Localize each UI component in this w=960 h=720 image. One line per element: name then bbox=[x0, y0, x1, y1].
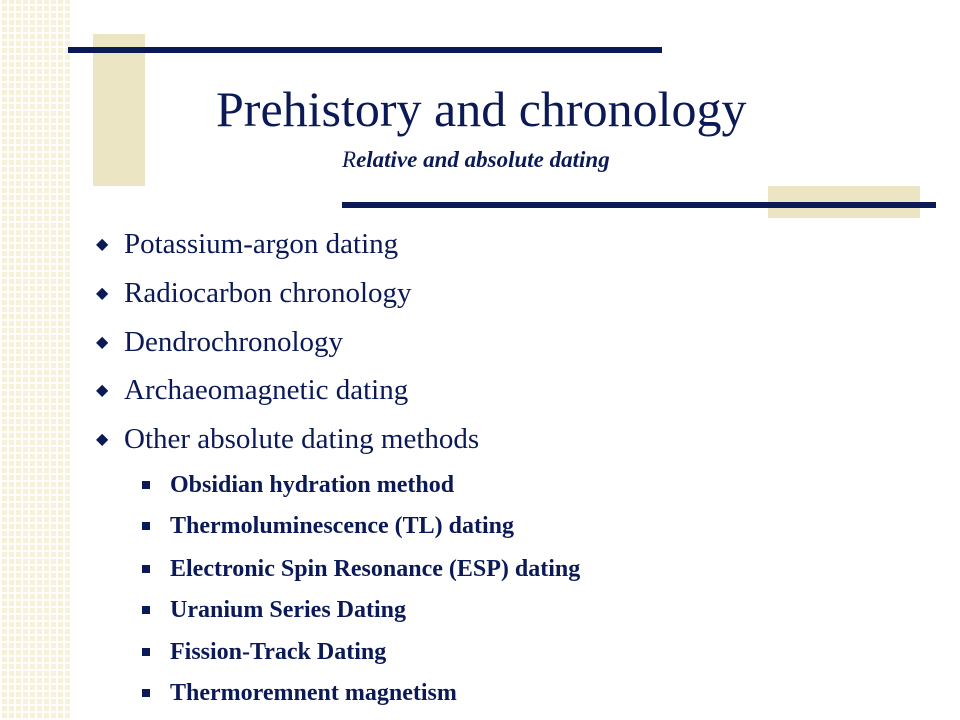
square-bullet-icon bbox=[142, 648, 150, 656]
bullet-item bbox=[96, 328, 343, 357]
diamond-bullet-icon: ◆ bbox=[96, 334, 109, 351]
diamond-bullet-icon: ◆ bbox=[96, 382, 109, 399]
slide-subtitle-rest: elative and absolute dating bbox=[356, 147, 610, 172]
bullet-text: Potassium-argon dating bbox=[124, 228, 399, 260]
bullet-item bbox=[96, 279, 412, 308]
sub-bullet-item bbox=[142, 598, 406, 622]
diamond-bullet-icon: ◆ bbox=[96, 285, 109, 302]
slide-subtitle bbox=[342, 148, 610, 171]
bullet-text: Archaeomagnetic dating bbox=[124, 374, 409, 406]
decorative-stripe-pattern bbox=[0, 0, 70, 720]
sub-bullet-text: Fission-Track Dating bbox=[170, 639, 387, 665]
decorative-top-rule bbox=[68, 47, 662, 53]
square-bullet-icon bbox=[142, 481, 150, 489]
sub-bullet-item bbox=[142, 473, 454, 497]
decorative-bottom-rule bbox=[342, 202, 936, 208]
square-bullet-icon bbox=[142, 606, 150, 614]
sub-bullet-item bbox=[142, 514, 514, 538]
sub-bullet-item bbox=[142, 557, 580, 581]
sub-bullet-text: Thermoluminescence (TL) dating bbox=[170, 513, 514, 539]
sub-bullet-item bbox=[142, 640, 386, 664]
square-bullet-icon bbox=[142, 565, 150, 573]
sub-bullet-text: Obsidian hydration method bbox=[170, 472, 455, 498]
bullet-item bbox=[96, 425, 479, 454]
bullet-item bbox=[96, 230, 398, 259]
bullet-text: Dendrochronology bbox=[124, 326, 344, 358]
sub-bullet-text: Electronic Spin Resonance (ESP) dating bbox=[170, 556, 581, 582]
square-bullet-icon bbox=[142, 689, 150, 697]
bullet-text: Other absolute dating methods bbox=[124, 423, 480, 455]
diamond-bullet-icon: ◆ bbox=[96, 236, 109, 253]
sub-bullet-item bbox=[142, 681, 457, 705]
decorative-tan-bar-vertical bbox=[93, 34, 145, 186]
bullet-item bbox=[96, 376, 408, 405]
slide-title: Prehistory and chronology bbox=[216, 81, 747, 137]
square-bullet-icon bbox=[142, 522, 150, 530]
diamond-bullet-icon: ◆ bbox=[96, 431, 109, 448]
slide-subtitle-initial: R bbox=[342, 147, 357, 172]
sub-bullet-text: Thermoremnent magnetism bbox=[170, 680, 457, 706]
bullet-text: Radiocarbon chronology bbox=[124, 277, 412, 309]
sub-bullet-text: Uranium Series Dating bbox=[170, 597, 406, 623]
